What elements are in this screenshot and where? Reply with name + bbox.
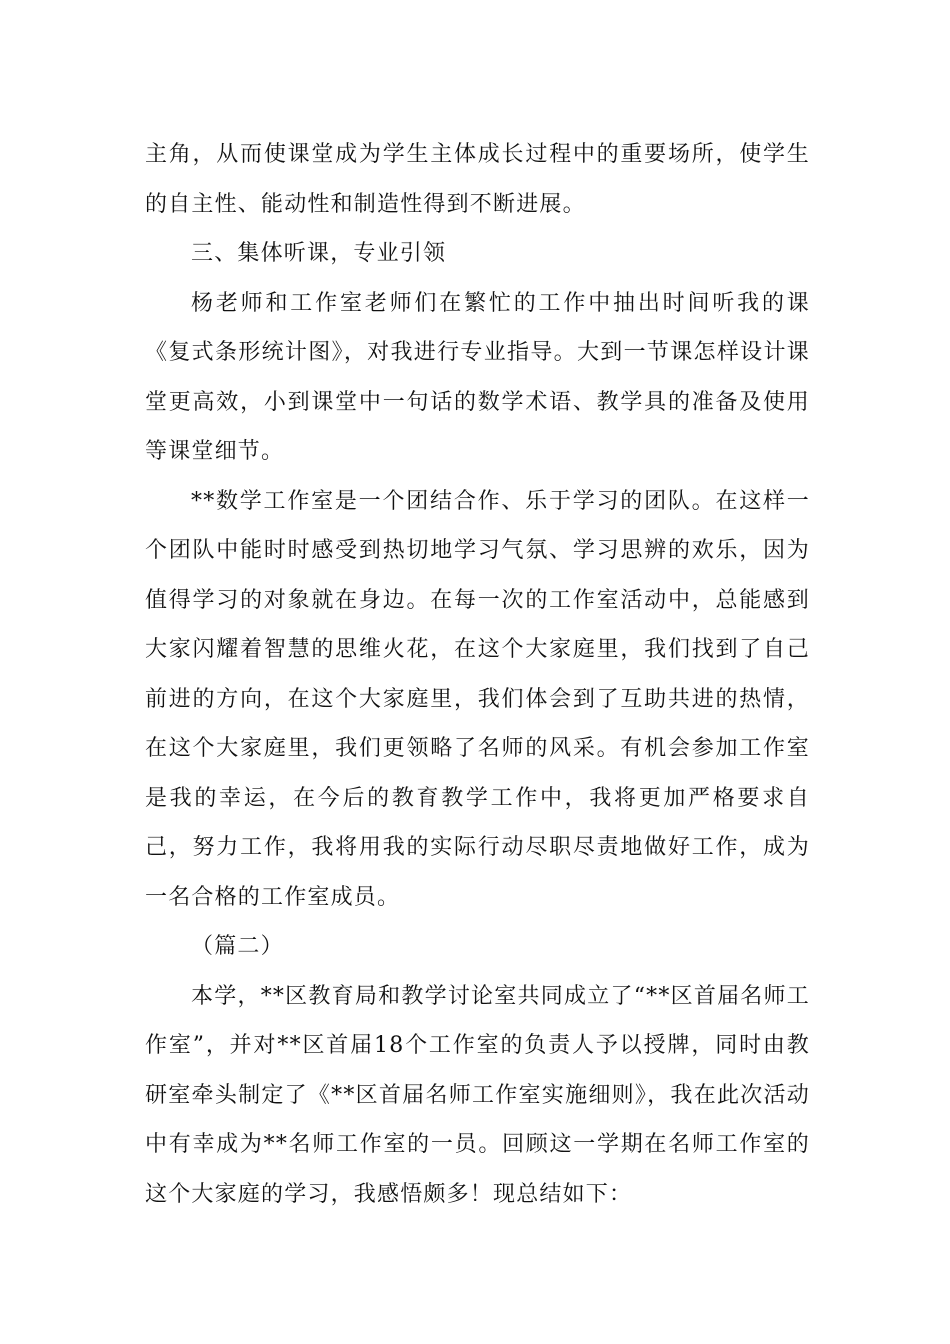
section-marker-part-two: （篇二） (191, 934, 284, 959)
document-body (145, 130, 810, 1219)
paragraph-continuation: 主角，从而使课堂成为学生主体成长过程中的重要场所，使学生的自主性、能动性和制造性得到不断进展。 (145, 142, 810, 217)
paragraph-collective-lesson: 杨老师和工作室老师们在繁忙的工作中抽出时间听我的课《复式条形统计图》，对我进行专业指导。大到一节课怎样设计课堂更高效，小到课堂中一句话的数学术语、教学具的准备及使用等课堂细节。 (145, 290, 810, 464)
paragraph-part-two-intro: 本学，**区教育局和教学讨论室共同成立了“**区首届名师工作室”，并对**区首届18个工作室的负责人予以授牌，同时由教研室牵头制定了《**区首届名师工作室实施细则》，我在此次活动中有幸成为**名师工作室的一员。回顾这一学期在名师工作室的这个大家庭的学习，我感悟颇多！现总结如下： (145, 983, 810, 1207)
section-heading-3: 三、集体听课，专业引领 (191, 241, 447, 266)
paragraph-studio-team: **数学工作室是一个团结合作、乐于学习的团队。在这样一个团队中能时时感受到热切地学习气氛、学习思辨的欢乐，因为值得学习的对象就在身边。在每一次的工作室活动中，总能感到大家闪耀着智慧的思维火花，在这个大家庭里，我们找到了自己前进的方向，在这个大家庭里，我们体会到了互助共进的热情，在这个大家庭里，我们更领略了名师的风采。有机会参加工作室是我的幸运，在今后的教育教学工作中，我将更加严格要求自己，努力工作，我将用我的实际行动尽职尽责地做好工作，成为一名合格的工作室成员。 (145, 488, 810, 910)
